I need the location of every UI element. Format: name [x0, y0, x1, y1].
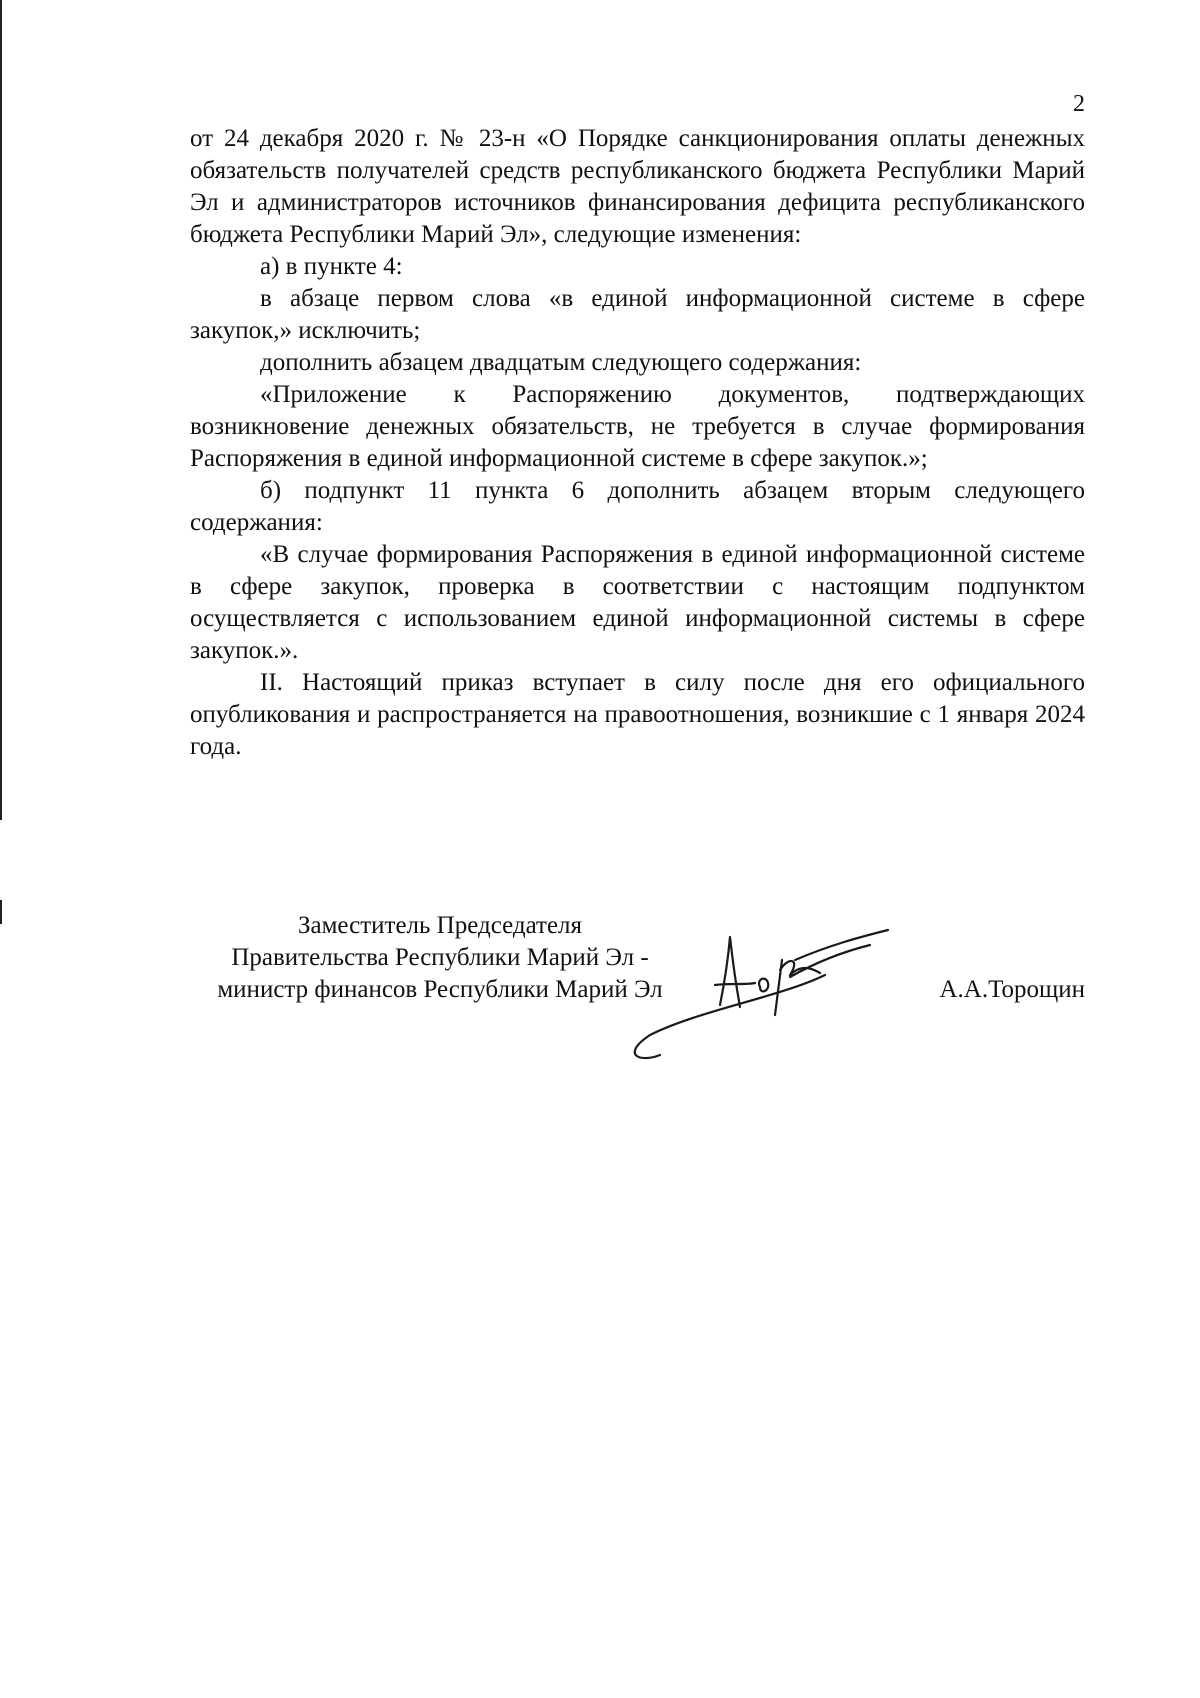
- signature-stroke: [635, 975, 825, 1058]
- paragraph: в абзаце первом слова «в единой информационной системе в сфере закупок,» исключить;: [190, 285, 1085, 344]
- paragraph: II. Настоящий приказ вступает в силу после дня его официального опубликования и распространяется на правоотношения, возникшие с 1 января 2024 года.: [190, 669, 1085, 760]
- paragraph: дополнить абзацем двадцатым следующего содержания:: [260, 349, 862, 376]
- signature-stroke: [715, 983, 755, 985]
- signature-stroke: [759, 979, 768, 992]
- document-body: [190, 123, 1085, 763]
- paragraph: «В случае формирования Распоряжения в единой информационной системе в сфере закупок, проверка в соответствии с настоящим подпунктом осуществляется с использованием единой информационной системы в сфере закупок.».: [190, 541, 1085, 664]
- scan-edge-line: [0, 0, 2, 820]
- scan-edge-line: [0, 900, 2, 924]
- paragraph: а) в пункте 4:: [260, 253, 403, 280]
- signatory-title: [190, 910, 690, 1006]
- signatory-title-line: Правительства Республики Марий Эл -: [231, 944, 649, 971]
- paragraph: «Приложение к Распоряжению документов, подтверждающих возникновение денежных обязательств, не требуется в случае формирования Распоряжения в единой информационной системе в сфере закупок.»;: [190, 381, 1085, 472]
- signature-stroke: [790, 945, 870, 977]
- signature-stroke: [780, 961, 820, 975]
- page-number: 2: [1073, 91, 1085, 117]
- paragraph: б) подпункт 11 пункта 6 дополнить абзацем вторым следующего содержания:: [190, 477, 1085, 536]
- signature-strokes: [635, 930, 888, 1058]
- signatory-title-line: министр финансов Республики Марий Эл: [217, 976, 663, 1003]
- signature-stroke: [720, 937, 740, 1007]
- paragraph: от 24 декабря 2020 г. № 23-н «О Порядке санкционирования оплаты денежных обязательств получателей средств республиканского бюджета Республики Марий Эл и администраторов источников финансирования дефицита республиканского бюджета Республики Марий Эл», следующие изменения:: [190, 125, 1085, 248]
- signature-stroke: [795, 930, 888, 960]
- signatory-name: А.А.Торощин: [939, 976, 1085, 1003]
- handwritten-signature: [620, 915, 950, 1065]
- signatory-title-line: Заместитель Председателя: [297, 912, 583, 939]
